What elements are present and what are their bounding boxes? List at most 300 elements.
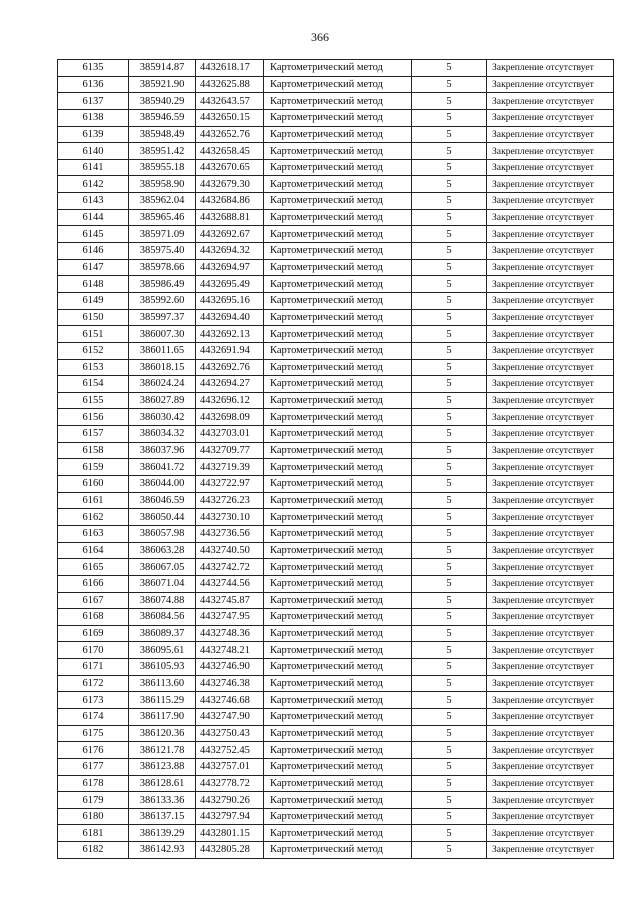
x-coordinate-cell: 385955.18 [129,159,196,176]
fixation-cell: Закрепление отсутствует [487,625,614,642]
point-number-cell: 6167 [58,592,129,609]
accuracy-cell: 5 [412,492,487,509]
y-coordinate-cell: 4432698.09 [196,409,264,426]
accuracy-cell: 5 [412,808,487,825]
x-coordinate-cell: 386117.90 [129,708,196,725]
y-coordinate-cell: 4432694.27 [196,376,264,393]
x-coordinate-cell: 386139.29 [129,825,196,842]
y-coordinate-cell: 4432692.67 [196,226,264,243]
method-cell: Картометрический метод [264,575,412,592]
accuracy-cell: 5 [412,675,487,692]
table-row [58,708,614,725]
x-coordinate-cell: 386024.24 [129,376,196,393]
x-coordinate-cell: 386041.72 [129,459,196,476]
table-row [58,659,614,676]
x-coordinate-cell: 385958.90 [129,176,196,193]
y-coordinate-cell: 4432692.13 [196,326,264,343]
method-cell: Картометрический метод [264,659,412,676]
y-coordinate-cell: 4432757.01 [196,758,264,775]
method-cell: Картометрический метод [264,259,412,276]
x-coordinate-cell: 385975.40 [129,243,196,260]
y-coordinate-cell: 4432695.49 [196,276,264,293]
fixation-cell: Закрепление отсутствует [487,176,614,193]
fixation-cell: Закрепление отсутствует [487,426,614,443]
accuracy-cell: 5 [412,542,487,559]
table-row [58,642,614,659]
table-row [58,109,614,126]
fixation-cell: Закрепление отсутствует [487,559,614,576]
fixation-cell: Закрепление отсутствует [487,243,614,260]
fixation-cell: Закрепление отсутствует [487,742,614,759]
fixation-cell: Закрепление отсутствует [487,459,614,476]
fixation-cell: Закрепление отсутствует [487,226,614,243]
x-coordinate-cell: 386089.37 [129,625,196,642]
x-coordinate-cell: 386007.30 [129,326,196,343]
method-cell: Картометрический метод [264,276,412,293]
accuracy-cell: 5 [412,276,487,293]
method-cell: Картометрический метод [264,342,412,359]
point-number-cell: 6175 [58,725,129,742]
y-coordinate-cell: 4432730.10 [196,509,264,526]
point-number-cell: 6154 [58,376,129,393]
x-coordinate-cell: 385997.37 [129,309,196,326]
accuracy-cell: 5 [412,159,487,176]
table-row [58,592,614,609]
method-cell: Картометрический метод [264,193,412,210]
method-cell: Картометрический метод [264,559,412,576]
y-coordinate-cell: 4432801.15 [196,825,264,842]
method-cell: Картометрический метод [264,226,412,243]
fixation-cell: Закрепление отсутствует [487,259,614,276]
table-row [58,775,614,792]
x-coordinate-cell: 385986.49 [129,276,196,293]
y-coordinate-cell: 4432694.40 [196,309,264,326]
x-coordinate-cell: 386115.29 [129,692,196,709]
table-row [58,542,614,559]
point-number-cell: 6159 [58,459,129,476]
y-coordinate-cell: 4432696.12 [196,392,264,409]
point-number-cell: 6151 [58,326,129,343]
x-coordinate-cell: 386030.42 [129,409,196,426]
method-cell: Картометрический метод [264,392,412,409]
method-cell: Картометрический метод [264,592,412,609]
table-row [58,742,614,759]
y-coordinate-cell: 4432752.45 [196,742,264,759]
accuracy-cell: 5 [412,659,487,676]
point-number-cell: 6169 [58,625,129,642]
fixation-cell: Закрепление отсутствует [487,758,614,775]
method-cell: Картометрический метод [264,792,412,809]
table-row [58,326,614,343]
accuracy-cell: 5 [412,509,487,526]
fixation-cell: Закрепление отсутствует [487,842,614,859]
method-cell: Картометрический метод [264,159,412,176]
point-number-cell: 6171 [58,659,129,676]
point-number-cell: 6178 [58,775,129,792]
point-number-cell: 6135 [58,60,129,77]
table-row [58,525,614,542]
table-row [58,808,614,825]
fixation-cell: Закрепление отсутствует [487,126,614,143]
point-number-cell: 6176 [58,742,129,759]
point-number-cell: 6140 [58,143,129,160]
point-number-cell: 6172 [58,675,129,692]
accuracy-cell: 5 [412,442,487,459]
accuracy-cell: 5 [412,93,487,110]
fixation-cell: Закрепление отсутствует [487,342,614,359]
accuracy-cell: 5 [412,842,487,859]
fixation-cell: Закрепление отсутствует [487,592,614,609]
fixation-cell: Закрепление отсутствует [487,792,614,809]
y-coordinate-cell: 4432692.76 [196,359,264,376]
method-cell: Картометрический метод [264,692,412,709]
fixation-cell: Закрепление отсутствует [487,193,614,210]
method-cell: Картометрический метод [264,708,412,725]
y-coordinate-cell: 4432745.87 [196,592,264,609]
x-coordinate-cell: 386142.93 [129,842,196,859]
accuracy-cell: 5 [412,226,487,243]
table-row [58,342,614,359]
method-cell: Картометрический метод [264,775,412,792]
point-number-cell: 6170 [58,642,129,659]
method-cell: Картометрический метод [264,60,412,77]
table-row [58,126,614,143]
x-coordinate-cell: 386123.88 [129,758,196,775]
accuracy-cell: 5 [412,775,487,792]
accuracy-cell: 5 [412,758,487,775]
x-coordinate-cell: 385971.09 [129,226,196,243]
method-cell: Картометрический метод [264,742,412,759]
table-row [58,409,614,426]
fixation-cell: Закрепление отсутствует [487,60,614,77]
point-number-cell: 6163 [58,525,129,542]
table-row [58,276,614,293]
fixation-cell: Закрепление отсутствует [487,292,614,309]
table-row [58,609,614,626]
method-cell: Картометрический метод [264,292,412,309]
method-cell: Картометрический метод [264,525,412,542]
fixation-cell: Закрепление отсутствует [487,209,614,226]
x-coordinate-cell: 386133.36 [129,792,196,809]
method-cell: Картометрический метод [264,642,412,659]
fixation-cell: Закрепление отсутствует [487,492,614,509]
y-coordinate-cell: 4432747.90 [196,708,264,725]
point-number-cell: 6150 [58,309,129,326]
accuracy-cell: 5 [412,476,487,493]
method-cell: Картометрический метод [264,509,412,526]
y-coordinate-cell: 4432742.72 [196,559,264,576]
accuracy-cell: 5 [412,326,487,343]
x-coordinate-cell: 386027.89 [129,392,196,409]
point-number-cell: 6157 [58,426,129,443]
fixation-cell: Закрепление отсутствует [487,442,614,459]
accuracy-cell: 5 [412,625,487,642]
method-cell: Картометрический метод [264,808,412,825]
table-row [58,575,614,592]
y-coordinate-cell: 4432670.65 [196,159,264,176]
method-cell: Картометрический метод [264,542,412,559]
table-row [58,209,614,226]
fixation-cell: Закрепление отсутствует [487,359,614,376]
accuracy-cell: 5 [412,825,487,842]
method-cell: Картометрический метод [264,326,412,343]
method-cell: Картометрический метод [264,426,412,443]
accuracy-cell: 5 [412,193,487,210]
point-number-cell: 6153 [58,359,129,376]
x-coordinate-cell: 386121.78 [129,742,196,759]
y-coordinate-cell: 4432790.26 [196,792,264,809]
table-row [58,143,614,160]
method-cell: Картометрический метод [264,109,412,126]
accuracy-cell: 5 [412,742,487,759]
method-cell: Картометрический метод [264,442,412,459]
y-coordinate-cell: 4432797.94 [196,808,264,825]
x-coordinate-cell: 386120.36 [129,725,196,742]
y-coordinate-cell: 4432805.28 [196,842,264,859]
fixation-cell: Закрепление отсутствует [487,659,614,676]
y-coordinate-cell: 4432746.68 [196,692,264,709]
point-number-cell: 6139 [58,126,129,143]
accuracy-cell: 5 [412,409,487,426]
x-coordinate-cell: 386044.00 [129,476,196,493]
y-coordinate-cell: 4432618.17 [196,60,264,77]
table-row [58,559,614,576]
method-cell: Картометрический метод [264,76,412,93]
page-number: 366 [311,30,329,44]
method-cell: Картометрический метод [264,459,412,476]
point-number-cell: 6144 [58,209,129,226]
table-row [58,725,614,742]
table-row [58,442,614,459]
x-coordinate-cell: 386084.56 [129,609,196,626]
table-row [58,675,614,692]
point-number-cell: 6152 [58,342,129,359]
accuracy-cell: 5 [412,126,487,143]
y-coordinate-cell: 4432679.30 [196,176,264,193]
point-number-cell: 6137 [58,93,129,110]
method-cell: Картометрический метод [264,309,412,326]
coordinates-table [57,59,614,859]
method-cell: Картометрический метод [264,675,412,692]
y-coordinate-cell: 4432688.81 [196,209,264,226]
fixation-cell: Закрепление отсутствует [487,575,614,592]
table-row [58,176,614,193]
table-row [58,359,614,376]
x-coordinate-cell: 386057.98 [129,525,196,542]
y-coordinate-cell: 4432748.21 [196,642,264,659]
y-coordinate-cell: 4432747.95 [196,609,264,626]
accuracy-cell: 5 [412,392,487,409]
accuracy-cell: 5 [412,459,487,476]
fixation-cell: Закрепление отсутствует [487,143,614,160]
point-number-cell: 6141 [58,159,129,176]
x-coordinate-cell: 385946.59 [129,109,196,126]
accuracy-cell: 5 [412,692,487,709]
x-coordinate-cell: 386067.05 [129,559,196,576]
table-row [58,292,614,309]
accuracy-cell: 5 [412,143,487,160]
accuracy-cell: 5 [412,292,487,309]
method-cell: Картометрический метод [264,625,412,642]
y-coordinate-cell: 4432746.90 [196,659,264,676]
point-number-cell: 6145 [58,226,129,243]
point-number-cell: 6147 [58,259,129,276]
fixation-cell: Закрепление отсутствует [487,675,614,692]
point-number-cell: 6168 [58,609,129,626]
method-cell: Картометрический метод [264,176,412,193]
accuracy-cell: 5 [412,376,487,393]
table-row [58,60,614,77]
table-row [58,509,614,526]
y-coordinate-cell: 4432694.32 [196,243,264,260]
table-row [58,492,614,509]
accuracy-cell: 5 [412,60,487,77]
table-row [58,159,614,176]
point-number-cell: 6158 [58,442,129,459]
fixation-cell: Закрепление отсутствует [487,76,614,93]
y-coordinate-cell: 4432719.39 [196,459,264,476]
fixation-cell: Закрепление отсутствует [487,392,614,409]
table-row [58,376,614,393]
x-coordinate-cell: 385948.49 [129,126,196,143]
point-number-cell: 6160 [58,476,129,493]
fixation-cell: Закрепление отсутствует [487,159,614,176]
y-coordinate-cell: 4432726.23 [196,492,264,509]
x-coordinate-cell: 385951.42 [129,143,196,160]
point-number-cell: 6173 [58,692,129,709]
point-number-cell: 6174 [58,708,129,725]
method-cell: Картометрический метод [264,376,412,393]
y-coordinate-cell: 4432694.97 [196,259,264,276]
table-row [58,625,614,642]
point-number-cell: 6138 [58,109,129,126]
fixation-cell: Закрепление отсутствует [487,609,614,626]
fixation-cell: Закрепление отсутствует [487,93,614,110]
accuracy-cell: 5 [412,708,487,725]
x-coordinate-cell: 386128.61 [129,775,196,792]
accuracy-cell: 5 [412,209,487,226]
point-number-cell: 6164 [58,542,129,559]
method-cell: Картометрический метод [264,209,412,226]
table-row [58,392,614,409]
fixation-cell: Закрепление отсутствует [487,326,614,343]
fixation-cell: Закрепление отсутствует [487,525,614,542]
x-coordinate-cell: 385940.29 [129,93,196,110]
point-number-cell: 6180 [58,808,129,825]
method-cell: Картометрический метод [264,825,412,842]
y-coordinate-cell: 4432652.76 [196,126,264,143]
point-number-cell: 6142 [58,176,129,193]
y-coordinate-cell: 4432650.15 [196,109,264,126]
table-row [58,842,614,859]
x-coordinate-cell: 385965.46 [129,209,196,226]
y-coordinate-cell: 4432703.01 [196,426,264,443]
y-coordinate-cell: 4432746.38 [196,675,264,692]
method-cell: Картометрический метод [264,725,412,742]
table-row [58,476,614,493]
point-number-cell: 6177 [58,758,129,775]
accuracy-cell: 5 [412,176,487,193]
fixation-cell: Закрепление отсутствует [487,692,614,709]
fixation-cell: Закрепление отсутствует [487,109,614,126]
table-row [58,459,614,476]
y-coordinate-cell: 4432750.43 [196,725,264,742]
table-row [58,825,614,842]
x-coordinate-cell: 386137.15 [129,808,196,825]
point-number-cell: 6161 [58,492,129,509]
accuracy-cell: 5 [412,243,487,260]
y-coordinate-cell: 4432709.77 [196,442,264,459]
fixation-cell: Закрепление отсутствует [487,476,614,493]
x-coordinate-cell: 386037.96 [129,442,196,459]
table-row [58,243,614,260]
point-number-cell: 6179 [58,792,129,809]
fixation-cell: Закрепление отсутствует [487,309,614,326]
point-number-cell: 6156 [58,409,129,426]
fixation-cell: Закрепление отсутствует [487,376,614,393]
x-coordinate-cell: 386018.15 [129,359,196,376]
y-coordinate-cell: 4432658.45 [196,143,264,160]
x-coordinate-cell: 385978.66 [129,259,196,276]
table-row [58,193,614,210]
point-number-cell: 6148 [58,276,129,293]
method-cell: Картометрический метод [264,842,412,859]
accuracy-cell: 5 [412,559,487,576]
x-coordinate-cell: 386095.61 [129,642,196,659]
y-coordinate-cell: 4432740.50 [196,542,264,559]
fixation-cell: Закрепление отсутствует [487,775,614,792]
fixation-cell: Закрепление отсутствует [487,509,614,526]
x-coordinate-cell: 386011.65 [129,342,196,359]
accuracy-cell: 5 [412,359,487,376]
x-coordinate-cell: 386105.93 [129,659,196,676]
fixation-cell: Закрепление отсутствует [487,725,614,742]
y-coordinate-cell: 4432744.56 [196,575,264,592]
x-coordinate-cell: 385962.04 [129,193,196,210]
x-coordinate-cell: 386063.28 [129,542,196,559]
fixation-cell: Закрепление отсутствует [487,708,614,725]
fixation-cell: Закрепление отсутствует [487,642,614,659]
table-row [58,692,614,709]
method-cell: Картометрический метод [264,359,412,376]
x-coordinate-cell: 385992.60 [129,292,196,309]
accuracy-cell: 5 [412,642,487,659]
fixation-cell: Закрепление отсутствует [487,542,614,559]
point-number-cell: 6165 [58,559,129,576]
method-cell: Картометрический метод [264,126,412,143]
x-coordinate-cell: 386034.32 [129,426,196,443]
x-coordinate-cell: 385914.87 [129,60,196,77]
point-number-cell: 6166 [58,575,129,592]
table-row [58,792,614,809]
x-coordinate-cell: 386050.44 [129,509,196,526]
accuracy-cell: 5 [412,609,487,626]
y-coordinate-cell: 4432695.16 [196,292,264,309]
method-cell: Картометрический метод [264,409,412,426]
accuracy-cell: 5 [412,792,487,809]
point-number-cell: 6162 [58,509,129,526]
y-coordinate-cell: 4432691.94 [196,342,264,359]
fixation-cell: Закрепление отсутствует [487,276,614,293]
table-row [58,758,614,775]
point-number-cell: 6143 [58,193,129,210]
method-cell: Картометрический метод [264,492,412,509]
point-number-cell: 6149 [58,292,129,309]
table-row [58,426,614,443]
accuracy-cell: 5 [412,575,487,592]
y-coordinate-cell: 4432722.97 [196,476,264,493]
method-cell: Картометрический метод [264,143,412,160]
